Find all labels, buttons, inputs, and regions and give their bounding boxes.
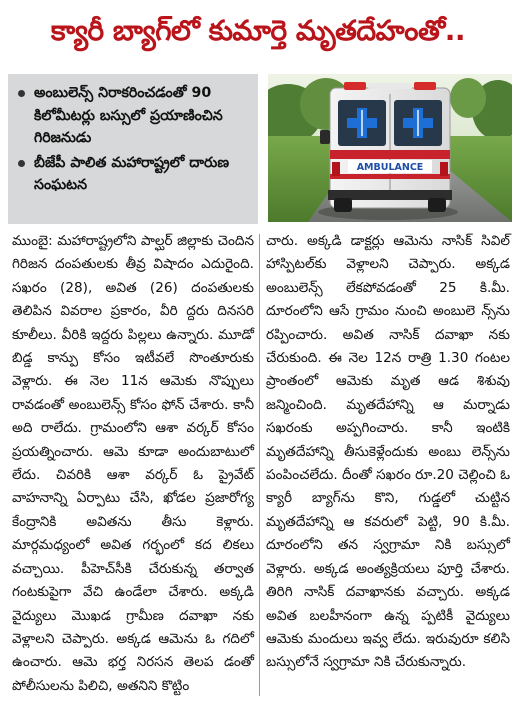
highlight-text: అంబులెన్స్ నిరాకరించడంతో 90 కిలోమీటర్లు బస్సులో ప్రయాణించిన గిరిజనుడు [34, 85, 223, 146]
article-column-right [266, 230, 510, 700]
bullet-icon [18, 90, 25, 97]
ambulance-label: AMBULANCE [356, 162, 424, 173]
highlights-list [16, 82, 252, 197]
column-divider [259, 234, 260, 696]
highlights-box [8, 74, 258, 224]
ambulance-photo [268, 74, 512, 222]
highlight-item [16, 82, 252, 150]
ambulance-image [268, 74, 512, 222]
headline: క్యారీ బ్యాగ్‌లో కుమార్తె మృతదేహంతో.. [50, 14, 466, 47]
highlight-item [16, 152, 252, 197]
bullet-icon [18, 160, 25, 167]
highlight-text: బీజేపీ పాలిత మహారాష్ట్రలో దారుణ సంఘటన [34, 154, 230, 193]
article-paragraph: ముంబై: మహారాష్ట్రలోని పాల్ఘర్ జిల్లాకు చెందిన గిరిజన దంపతులకు తీవ్ర విషాదం ఎదురైంది. సఖరం (28), అవిత (26) దంపతులకు తెలిపిన వివరాల ప్రకారం, వీరి ద్దరు దినసరి కూలీలు. వీరికి ఇద్దరు పిల్లలు ఉన్నారు. మూడో బిడ్డ కాన్పు కోసం ఇటీవలే సొంతూరుకు వెళ్లారు. ఈ నెల 11న ఆమెకు నొప్పులు రావడంతో అంబులెన్స్ కోసం ఫోన్ చేశారు. కానీ అది రాలేదు. గ్రామంలోని ఆశా వర్కర్ కోసం ప్రయత్నించారు. ఆమె కూడా అందుబాటులో లేదు. చివరికి ఆశా వర్కర్ ఓ ప్రైవేట్ వాహనాన్ని ఏర్పాటు చేసి, ఖోడల ప్రజారోగ్య కేంద్రానికి అవితను తీసు కెళ్లారు. మార్గమధ్యంలో అవిత గర్భంలో కద లికలు వచ్చాయి. పీహెచ్‌సీకి చేరుకున్న తర్వాత గంటకుపైగా వేచి ఉండేలా చేశారు. అక్కడి వైద్యులు మొఖడ గ్రామీణ దవాఖా నకు వెళ్లాలని చెప్పారు. అక్కడ ఆమెను ఓ గదిలో ఉంచారు. ఆమె భర్త నిరసన తెలప డంతో పోలీసులను పిలిచి, అతనిని కొట్టిం [12, 233, 254, 694]
article-paragraph: చారు. అక్కడి డాక్టర్లు ఆమెను నాసిక్ సివిల్ హాస్పిటల్‌కు వెళ్లాలని చెప్పారు. అక్కడ అంబులెన్స్ లేకపోవడంతో 25 కి.మీ. దూరంలోని ఆసే గ్రామం నుంచి అంబులె న్స్‌ను రప్పించారు. అవిత నాసిక్ దవాఖా నకు చేరుకుంది. ఈ నెల 12న రాత్రి 1.30 గంటల ప్రాంతంలో ఆమెకు మృత ఆడ శిశువు జన్మించింది. మృతదేహాన్ని ఆ మర్నాడు సఖరంకు అప్పగించారు. కానీ ఇంటికి మృతదేహాన్ని తీసుకెళ్లేందుకు అంబు లెన్స్‌ను పంపించలేదు. దీంతో సఖరం రూ.20 చెల్లించి ఓ క్యారీ బ్యాగ్‌ను కొని, గుడ్డలో చుట్టిన మృతదేహాన్ని ఆ కవరులో పెట్టి, 90 కి.మీ. దూరంలోని తన స్వగ్రామా నికి బస్సులో వెళ్లారు. అక్కడ అంత్యక్రియలు పూర్తి చేశారు. తిరిగి నాసిక్ దవాఖానకు వచ్చారు. అక్కడ అవిత బలహీనంగా ఉన్న ప్పటికీ వైద్యులు ఆమెకు మందులు ఇవ్వ లేదు. ఇరువురూ కలిసి బస్సులోనే స్వగ్రామా నికి చేరుకున్నారు. [266, 233, 511, 671]
article-column-left [12, 230, 254, 700]
